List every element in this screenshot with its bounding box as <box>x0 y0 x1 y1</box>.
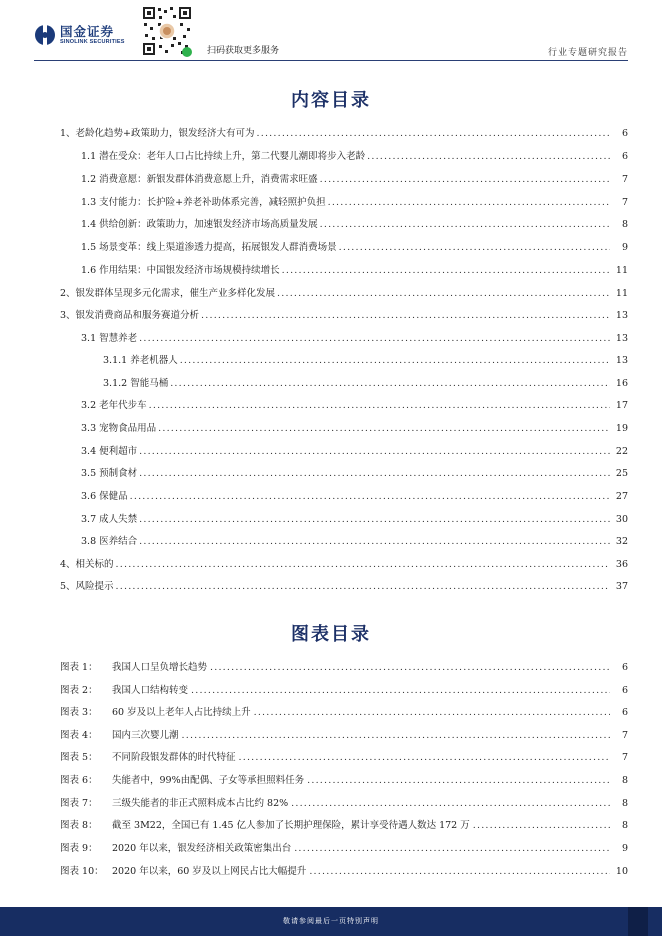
toc-entry-page: 30 <box>615 514 628 525</box>
figure-entry[interactable] <box>60 820 628 832</box>
figure-leader-dots <box>191 685 610 697</box>
figure-entry-text: 2020 年以来，银发经济相关政策密集出台 <box>112 843 292 854</box>
toc-entry-page: 25 <box>615 468 628 479</box>
toc-entry[interactable] <box>81 333 628 345</box>
toc-entry[interactable] <box>81 491 628 503</box>
figure-entry-text: 截至 3M22，全国已有 1.45 亿人参加了长期护理保险，累计享受待遇人数达 172 万 <box>112 820 470 831</box>
toc-entry-text: 3.1.1 养老机器人 <box>103 355 178 366</box>
toc-entry-page: 13 <box>615 333 628 344</box>
toc-entry-text: 3.3 宠物食品用品 <box>81 423 157 434</box>
toc-entry-page: 11 <box>615 288 628 299</box>
figure-leader-dots <box>307 775 610 787</box>
toc-entry-page: 13 <box>615 355 628 366</box>
toc-entry-text: 1.3 支付能力：长护险+养老补助体系完善，减轻照护负担 <box>81 197 326 208</box>
toc-entry[interactable] <box>81 446 628 458</box>
toc-entry-text: 3.5 预制食材 <box>81 468 138 479</box>
figure-entry-text: 60 岁及以上老年人占比持续上升 <box>112 707 251 718</box>
toc-entry-text: 3、银发消费商品和服务赛道分析 <box>60 310 200 321</box>
toc-entry-text: 2、银发群体呈现多元化需求，催生产业多样化发展 <box>60 288 276 299</box>
toc-entry-text: 3.6 保健品 <box>81 491 128 502</box>
figure-entry-page: 6 <box>621 707 628 718</box>
toc-entry[interactable] <box>81 151 628 163</box>
toc-leader-dots <box>139 536 610 548</box>
toc-entry-text: 1.4 供给创新：政策助力，加速银发经济市场高质量发展 <box>81 219 318 230</box>
figure-entry-text: 我国人口呈负增长趋势 <box>112 662 208 673</box>
figure-entry-label: 图表 3： <box>60 707 98 718</box>
toc-entry-page: 7 <box>621 174 628 185</box>
toc-entry-page: 6 <box>621 151 628 162</box>
figure-entry-label: 图表 1： <box>60 662 98 673</box>
scan-for-services-text: 扫码获取更多服务 <box>207 46 280 56</box>
figure-entry-page: 10 <box>615 866 628 877</box>
figure-entry-page: 7 <box>621 752 628 763</box>
toc-entry[interactable] <box>81 197 628 209</box>
toc-entry-text: 3.2 老年代步车 <box>81 400 147 411</box>
figure-entry-label: 图表 8： <box>60 820 98 831</box>
toc-entry-page: 19 <box>615 423 628 434</box>
figure-entry-text: 2020 年以来，60 岁及以上网民占比大幅提升 <box>112 866 307 877</box>
report-type-label: 行业专题研究报告 <box>547 48 628 58</box>
toc-entry-text: 5、风险提示 <box>60 581 114 592</box>
figure-entry-label: 图表 9： <box>60 843 98 854</box>
toc-entry[interactable] <box>103 378 628 390</box>
toc-entry-page: 13 <box>615 310 628 321</box>
figure-entry-page: 7 <box>621 730 628 741</box>
toc-entry-text: 4、相关标的 <box>60 559 114 570</box>
header-divider <box>34 60 628 61</box>
figure-entry-page: 8 <box>621 798 628 809</box>
figure-entry-page: 6 <box>621 685 628 696</box>
toc-entry[interactable] <box>60 288 628 300</box>
toc-entry-text: 1.5 场景变革：线上渠道渗透力提高，拓展银发人群消费场景 <box>81 242 337 253</box>
toc-leader-dots <box>257 128 610 140</box>
toc-entry-text: 1.1 潜在受众：老年人口占比持续上升，第二代婴儿潮即将步入老龄 <box>81 151 366 162</box>
page-footer <box>0 907 662 936</box>
toc-entry-page: 17 <box>615 400 628 411</box>
toc-entry-page: 32 <box>615 536 628 547</box>
toc-entry[interactable] <box>60 559 628 571</box>
toc-entry[interactable] <box>60 310 628 322</box>
toc-entry-text: 3.7 成人失禁 <box>81 514 138 525</box>
figure-leader-dots <box>294 843 610 855</box>
figure-entry-text: 失能者中，99%由配偶、子女等承担照料任务 <box>112 775 305 786</box>
toc-entry-page: 22 <box>615 446 628 457</box>
figure-entry[interactable] <box>60 798 628 810</box>
figures-title: 图表目录 <box>291 624 371 645</box>
figure-entry[interactable] <box>60 707 628 719</box>
toc-entry-page: 7 <box>621 197 628 208</box>
figure-entry[interactable] <box>60 752 628 764</box>
figure-leader-dots <box>309 866 610 878</box>
toc-entry-page: 11 <box>615 265 628 276</box>
toc-entry[interactable] <box>81 400 628 412</box>
figure-entry-text: 我国人口结构转变 <box>112 685 189 696</box>
toc-leader-dots <box>130 491 610 503</box>
toc-leader-dots <box>139 514 610 526</box>
toc-leader-dots <box>116 559 610 571</box>
figure-leader-dots <box>291 798 610 810</box>
toc-entry-page: 27 <box>615 491 628 502</box>
toc-entry[interactable] <box>60 581 628 593</box>
toc-entry-page: 8 <box>621 219 628 230</box>
toc-entry[interactable] <box>81 174 628 186</box>
toc-entry-page: 37 <box>615 581 628 592</box>
toc-leader-dots <box>149 400 610 412</box>
figure-entry-text: 不同阶段银发群体的时代特征 <box>112 752 236 763</box>
figure-entry-label: 图表 4： <box>60 730 98 741</box>
toc-leader-dots <box>180 355 610 367</box>
toc-leader-dots <box>139 446 610 458</box>
toc-entry-text: 1.2 消费意愿：新银发群体消费意愿上升，消费需求旺盛 <box>81 174 318 185</box>
figure-entry-label: 图表 7： <box>60 798 98 809</box>
toc-entry-text: 3.1.2 智能马桶 <box>103 378 169 389</box>
toc-entry-text: 3.8 医养结合 <box>81 536 138 547</box>
figure-entry-text: 国内三次婴儿潮 <box>112 730 179 741</box>
toc-leader-dots <box>116 581 610 593</box>
toc-entry-page: 36 <box>615 559 628 570</box>
figure-entry-page: 9 <box>621 843 628 854</box>
figure-entry[interactable] <box>60 730 628 742</box>
toc-entry[interactable] <box>81 219 628 231</box>
toc-entry[interactable] <box>81 423 628 435</box>
toc-entry-text: 3.4 便利超市 <box>81 446 138 457</box>
toc-leader-dots <box>282 265 610 277</box>
toc-entry[interactable] <box>81 265 628 277</box>
figure-leader-dots <box>254 707 610 719</box>
figure-entry-label: 图表 6： <box>60 775 98 786</box>
toc-entry[interactable] <box>81 536 628 548</box>
toc-title: 内容目录 <box>291 90 371 111</box>
figure-entry-text: 三级失能者的非正式照料成本占比约 82% <box>112 798 289 809</box>
figure-entry-page: 8 <box>621 775 628 786</box>
logo-english-name: SINOLINK SECURITIES <box>60 38 125 45</box>
toc-entry[interactable] <box>81 468 628 480</box>
toc-entry-text: 3.1 智慧养老 <box>81 333 138 344</box>
toc-leader-dots <box>320 219 610 231</box>
qr-code-icon[interactable] <box>140 4 194 58</box>
figure-entry[interactable] <box>60 843 628 855</box>
figure-leader-dots <box>239 752 610 764</box>
figure-entry[interactable] <box>60 775 628 787</box>
toc-entry-text: 1、老龄化趋势+政策助力，银发经济大有可为 <box>60 128 255 139</box>
toc-entry-page: 16 <box>615 378 628 389</box>
toc-entry-page: 9 <box>621 242 628 253</box>
toc-leader-dots <box>277 288 610 300</box>
toc-leader-dots <box>170 378 610 390</box>
toc-leader-dots <box>339 242 610 254</box>
toc-entry-page: 6 <box>621 128 628 139</box>
logo-chinese-name: 国金证券 <box>60 23 115 39</box>
logo-mark-icon <box>34 24 56 46</box>
toc-entry[interactable] <box>81 242 628 254</box>
figure-entry-label: 图表 5： <box>60 752 98 763</box>
toc-leader-dots <box>320 174 610 186</box>
toc-entry[interactable] <box>81 514 628 526</box>
figure-leader-dots <box>210 662 610 674</box>
figure-entry[interactable] <box>60 662 628 674</box>
page-header <box>0 0 662 62</box>
footer-disclaimer-text: 敬请参阅最后一页特别声明 <box>283 917 379 925</box>
figure-entry-page: 8 <box>621 820 628 831</box>
figure-entry-label: 图表 10： <box>60 866 104 877</box>
toc-leader-dots <box>367 151 610 163</box>
toc-leader-dots <box>139 468 610 480</box>
toc-leader-dots <box>139 333 610 345</box>
toc-entry[interactable] <box>60 128 628 140</box>
figure-leader-dots <box>182 730 610 742</box>
figure-entry-page: 6 <box>621 662 628 673</box>
figure-entry[interactable] <box>60 685 628 697</box>
footer-tab <box>628 907 648 936</box>
toc-entry[interactable] <box>103 355 628 367</box>
figure-entry-label: 图表 2： <box>60 685 98 696</box>
toc-entry-text: 1.6 作用结果：中国银发经济市场规模持续增长 <box>81 265 280 276</box>
toc-leader-dots <box>158 423 610 435</box>
figure-entry[interactable] <box>60 866 628 878</box>
figure-leader-dots <box>473 820 610 832</box>
toc-leader-dots <box>328 197 610 209</box>
sinolink-logo <box>34 24 125 46</box>
toc-leader-dots <box>201 310 610 322</box>
